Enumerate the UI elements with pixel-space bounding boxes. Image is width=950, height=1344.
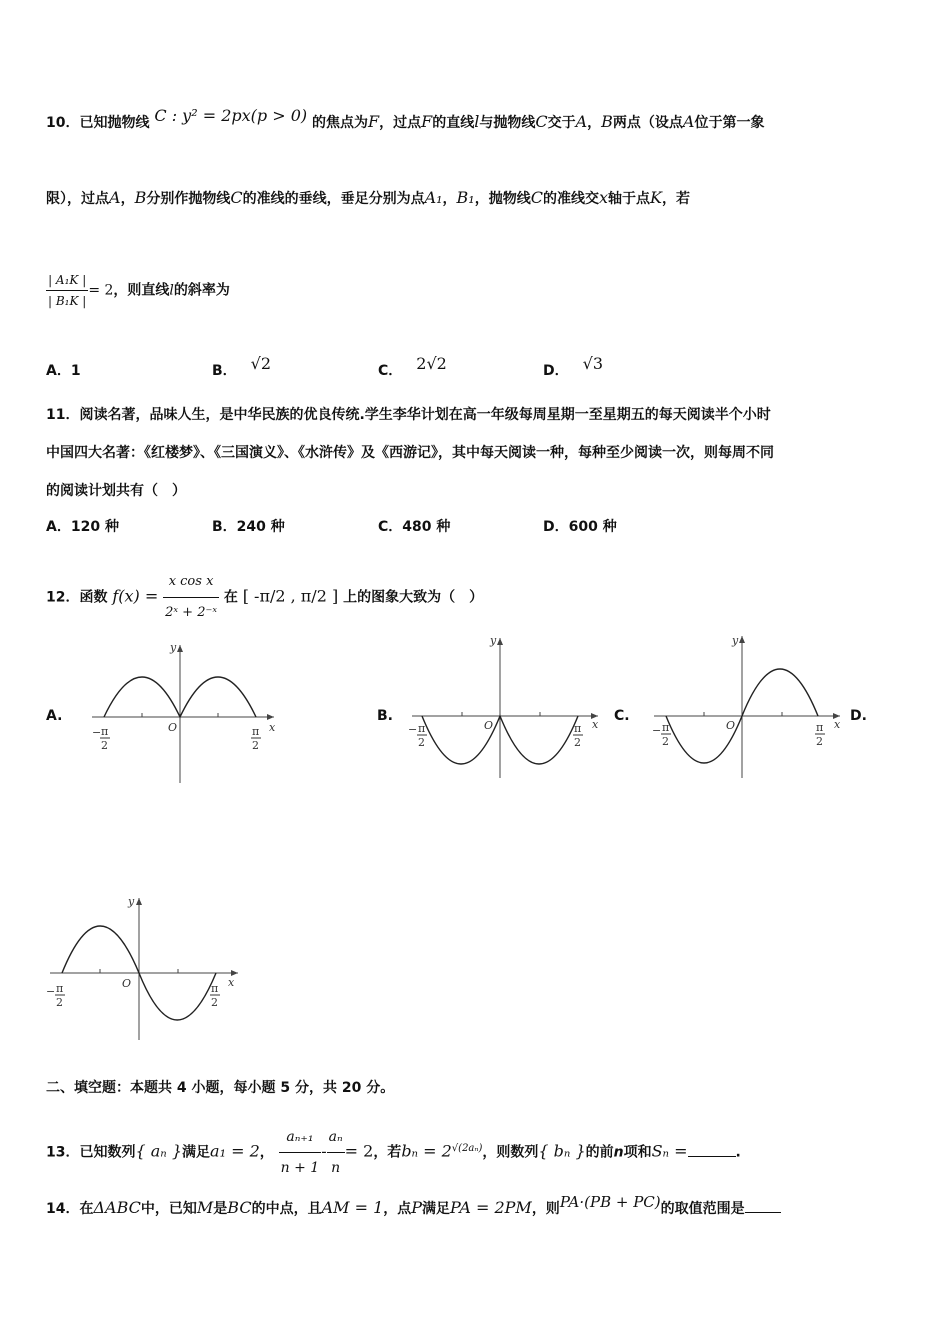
svg-text:π: π bbox=[101, 725, 109, 738]
function-fraction: $\frac{\text{x cos x}}{\text{2ˣ + 2⁻ˣ}}$ bbox=[163, 567, 219, 628]
origin-label: O bbox=[122, 977, 132, 990]
svg-text:2: 2 bbox=[418, 736, 425, 749]
svg-text:2: 2 bbox=[211, 996, 218, 1009]
y-axis-arrow bbox=[177, 645, 183, 652]
q12-stem: 12．函数 f(x) = $\frac{\text{x cos x}}{\text{2ˣ + 2⁻ˣ}}$ 在 [ -π/2 , π/2 ] 上的图象大致为（ ） bbox=[46, 567, 910, 628]
svg-text:π: π bbox=[574, 722, 582, 735]
graph-b bbox=[404, 630, 604, 780]
svg-text:π: π bbox=[418, 722, 426, 735]
svg-text:π: π bbox=[252, 725, 260, 738]
neg-sign: − bbox=[46, 985, 56, 998]
y-axis-arrow bbox=[136, 898, 142, 905]
neg-sign: − bbox=[652, 724, 662, 737]
x-label: x bbox=[592, 718, 599, 731]
x-label: x bbox=[228, 976, 235, 989]
origin-label: O bbox=[484, 719, 494, 732]
svg-text:2: 2 bbox=[662, 735, 669, 748]
svg-text:π: π bbox=[816, 721, 824, 734]
q11-option-a[interactable]: A．120 种 bbox=[46, 519, 119, 535]
svg-text:π: π bbox=[211, 982, 219, 995]
svg-text:2: 2 bbox=[101, 739, 108, 752]
q10-line3: $\frac{\text{| A₁K |}}{\text{| B₁K |}}$ = 2，则直线l的斜率为 bbox=[46, 270, 910, 311]
interval: [ -π/2 , π/2 ] bbox=[242, 586, 339, 606]
x-label: x bbox=[269, 721, 276, 734]
svg-text:2: 2 bbox=[56, 996, 63, 1009]
svg-text:2: 2 bbox=[816, 735, 823, 748]
q10-option-a[interactable]: A．1 bbox=[46, 363, 81, 379]
parabola-equation: C : y² = 2px(p > 0) bbox=[154, 106, 308, 125]
q11-option-c[interactable]: C．480 种 bbox=[378, 519, 451, 535]
q10-line1: 10．已知抛物线 C : y² = 2px(p > 0) 的焦点为F，过点F的直线l与抛物线C交于A，B两点（设点A位于第一象 bbox=[46, 106, 765, 131]
ratio-fraction: $\frac{\text{| A₁K |}}{\text{| B₁K |}}$ bbox=[46, 270, 88, 311]
q11-option-d[interactable]: D．600 种 bbox=[543, 519, 617, 535]
y-label: y bbox=[732, 634, 739, 647]
svg-text:π: π bbox=[56, 982, 64, 995]
neg-sign: − bbox=[92, 726, 102, 739]
graph-c bbox=[646, 630, 846, 780]
svg-text:2: 2 bbox=[574, 736, 581, 749]
q11-line1: 11．阅读名著，品味人生，是中华民族的优良传统.学生李华计划在高一年级每周星期一至星期五的每天阅读半个小时 bbox=[46, 407, 771, 423]
fraction-2: $\frac{\text{aₙ}}{n}$ bbox=[327, 1122, 345, 1183]
graph-label-a[interactable]: A. bbox=[46, 708, 63, 724]
origin-label: O bbox=[726, 719, 736, 732]
section-heading: 二、填空题：本题共 4 小题，每小题 5 分，共 20 分。 bbox=[46, 1080, 395, 1096]
graph-a bbox=[84, 635, 284, 785]
graph-label-c[interactable]: C. bbox=[614, 708, 630, 724]
graph-d bbox=[42, 890, 252, 1045]
q10-option-c[interactable]: C． 2√2 bbox=[378, 354, 447, 379]
origin-label: O bbox=[168, 721, 178, 734]
answer-blank[interactable] bbox=[745, 1198, 781, 1213]
x-axis-arrow bbox=[267, 714, 274, 720]
q14-stem: 14．在ΔABC中，已知M是BC的中点，且AM = 1，点P满足PA = 2PM，则PA·(PB + PC)的取值范围是 bbox=[46, 1196, 910, 1221]
y-axis-arrow bbox=[497, 638, 503, 645]
q10-line2: 限），过点A，B分别作抛物线C的准线的垂线，垂足分别为点A₁，B₁，抛物线C的准线交x轴于点K，若 bbox=[46, 188, 690, 207]
q11-line2: 中国四大名著：《红楼梦》、《三国演义》、《水浒传》及《西游记》，其中每天阅读一种，每种至少阅读一次，则每周不同 bbox=[46, 445, 774, 461]
vector-expression: PA·(PB + PC) bbox=[559, 1193, 661, 1211]
x-label: x bbox=[834, 718, 841, 731]
y-label: y bbox=[490, 634, 497, 647]
graph-label-d[interactable]: D. bbox=[850, 708, 867, 724]
q13-stem: 13．已知数列{ aₙ }满足a₁ = 2， $\frac{\text{aₙ₊₁}}{n + 1}$ - $\frac{\text{aₙ}}{n}$ = 2，若$b_n = 2^{√(2a_n)}$，则数列{ bₙ }的前n项和Sₙ = . bbox=[46, 1122, 910, 1183]
answer-blank[interactable] bbox=[688, 1142, 736, 1157]
svg-text:2: 2 bbox=[252, 739, 259, 752]
y-axis-arrow bbox=[739, 636, 745, 643]
graph-label-b[interactable]: B. bbox=[377, 708, 393, 724]
svg-text:π: π bbox=[662, 721, 670, 734]
fraction-1: $\frac{\text{aₙ₊₁}}{n + 1}$ bbox=[279, 1122, 322, 1183]
q10-option-b[interactable]: B． √2 bbox=[212, 354, 272, 379]
q11-line3: 的阅读计划共有（ ） bbox=[46, 483, 186, 499]
q11-option-b[interactable]: B．240 种 bbox=[212, 519, 285, 535]
q10-option-d[interactable]: D． √3 bbox=[543, 354, 603, 379]
y-label: y bbox=[128, 895, 135, 908]
neg-sign: − bbox=[408, 723, 418, 736]
y-label: y bbox=[170, 641, 177, 654]
